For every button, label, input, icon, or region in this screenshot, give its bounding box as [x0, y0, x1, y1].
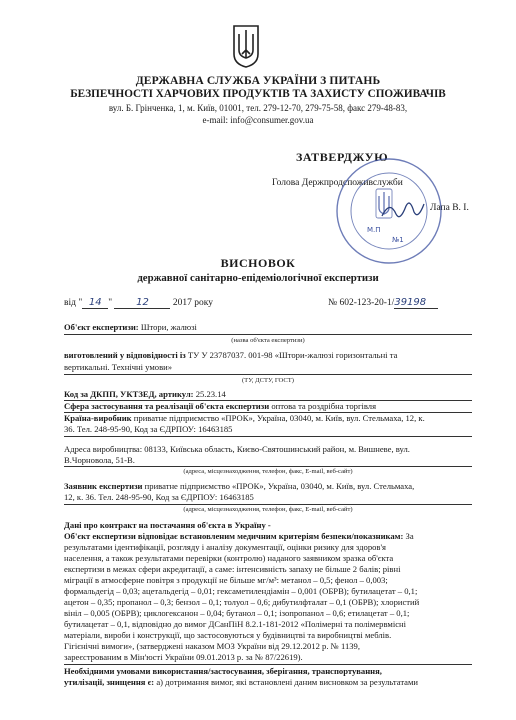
conclusion-date — [64, 297, 213, 309]
country-value-1: приватне підприємство «ПРОК», Україна, 03040, м. Київ, вул. Стельмаха, 12, к. — [133, 413, 425, 423]
code-label: Код за ДКПП, УКТЗЕД, артикул: — [64, 389, 194, 399]
object-row — [64, 322, 197, 333]
agency-email: e-mail: info@consumer.gov.ua — [202, 115, 314, 125]
applicant-caption: (адреса, місцезнаходження, телефон, факс, E-mail, веб-сайт) — [183, 506, 353, 513]
applicant-value-1: приватне підприємство «ПРОК», Україна, 03040, м. Київ, вул. Стельмаха, — [144, 481, 415, 491]
date-year: 2017 року — [172, 298, 213, 308]
number-suffix: 39198 — [394, 297, 438, 309]
made-value-1: ТУ У 23787037. 001-98 «Штори-жалюзі горизонтальні та — [187, 350, 398, 360]
made-value-2: вертикальні. Технічні умови» — [64, 362, 173, 372]
divider — [64, 436, 472, 437]
scope-label: Сфера застосування та реалізації об'єкта експертизи — [64, 401, 270, 411]
conclusion-subtitle: державної санітарно-епідеміологічної експертизи — [137, 272, 379, 284]
approval-position: Голова Держпродспоживслужби — [272, 178, 403, 188]
production-address-2: В.Чорновола, 51-В. — [64, 455, 135, 465]
agency-name-line1: ДЕРЖАВНА СЛУЖБА УКРАЇНИ З ПИТАНЬ — [135, 74, 381, 87]
date-day: 14 — [82, 297, 108, 309]
divider — [64, 466, 472, 467]
object-label: Об'єкт експертизи: — [64, 322, 139, 332]
production-caption: (адреса, місцезнаходження, телефон, факс, E-mail, веб-сайт) — [183, 468, 353, 475]
approval-title: ЗАТВЕРДЖУЮ — [296, 150, 389, 164]
trident-emblem-icon — [232, 24, 260, 68]
criteria-label: Об'єкт експертизи відповідає встановленим медичним критеріям безпеки/показникам: — [64, 531, 404, 541]
conclusion-title: ВИСНОВОК — [220, 256, 296, 270]
divider — [64, 334, 472, 335]
made-caption: (ТУ, ДСТУ, ГОСТ) — [241, 377, 295, 384]
date-prefix: від " — [64, 298, 83, 308]
code-value: 25.23.14 — [195, 389, 226, 399]
criteria-line: Гігієнічні вимоги», (затверджені наказом МОЗ України від 29.12.2012 р. № 1139, — [64, 641, 360, 651]
criteria-line: міграції в атмосферне повітря з продукції не більше мг/м³: метанол – 0,5; фенол – 0,003; — [64, 575, 388, 585]
applicant-label: Заявник експертизи — [64, 481, 143, 491]
divider — [64, 374, 472, 375]
approval-name: Лапа В. І. — [430, 203, 469, 213]
made-row — [64, 350, 472, 361]
conditions-label-1: Необхідними умовами використання/застосування, зберігання, транспортування, — [64, 666, 382, 676]
agency-address: вул. Б. Грінченка, 1, м. Київ, 01001, тел. 279-12-70, 279-75-58, факс 279-48-83, — [108, 103, 408, 113]
code-row — [64, 389, 226, 400]
date-mid: " — [108, 298, 113, 308]
agency-name-line2: БЕЗПЕЧНОСТІ ХАРЧОВИХ ПРОДУКТІВ ТА ЗАХИСТУ СПОЖИВАЧІВ — [70, 88, 446, 100]
made-label: виготовлений у відповідності із — [64, 350, 186, 360]
criteria-line: бутилацетат – 0,1, відповідно до вимог ДСанПіН 8.2.1-181-2012 «Полімерні та полімервмісні — [64, 619, 407, 629]
stamp-number: №1 — [392, 236, 404, 244]
scope-row — [64, 401, 376, 412]
criteria-line: населення, а також результатами перевірки (контролю) наданого заявником зразка об'єкта — [64, 553, 394, 563]
conditions-row — [64, 677, 418, 688]
conclusion-number — [328, 297, 438, 309]
criteria-line: результатами ідентифікації, розгляду і аналізу документації, оцінки ризику для здоров'я — [64, 542, 386, 552]
criteria-line: зареєстрованим в Мін'юсті України 09.01.2013 р. за № 87/22619). — [64, 652, 303, 662]
country-value-2: 36. Тел. 248-95-90, Код за ЄДРПОУ: 16463185 — [64, 424, 233, 434]
criteria-line: За — [405, 531, 414, 541]
stamp-mp: М.П — [367, 226, 381, 234]
object-value: Штори, жалюзі — [140, 322, 197, 332]
criteria-line: формальдегід – 0,03; ацетальдегід – 0,01; гексаметилендіамін – 0,001 (ОБРВ); бутилацетат – 0,1; — [64, 586, 418, 596]
production-address-1: Адреса виробництва: 08133, Київська область, Києво-Святошинський район, м. Вишневе, вул. — [64, 444, 410, 454]
divider — [64, 504, 472, 505]
conditions-label-2: утилізації, знищення є: — [64, 677, 155, 687]
date-month: 12 — [114, 297, 170, 309]
object-caption: (назва об'єкта експертизи) — [231, 337, 305, 344]
criteria-line: вініл – 0,005 (ОБРВ); циклогексанон – 0,04; бутанол – 0,1; ізопропанол – 0,6; етилацетат – 0,1; — [64, 608, 410, 618]
applicant-row — [64, 481, 484, 492]
applicant-value-2: 12, к. 36. Тел. 248-95-90, Код за ЄДРПОУ: 16463185 — [64, 492, 254, 502]
criteria-line: експертизи в межах сфери акредитації, а саме: інтенсивність запаху не більше 2 балів; рівні — [64, 564, 401, 574]
data-heading: Дані про контракт на постачання об'єкта в Україну - — [64, 520, 271, 530]
country-row — [64, 413, 484, 424]
signature-icon — [380, 196, 426, 224]
criteria-row — [64, 531, 474, 542]
number-prefix: № 602-123-20-1/ — [328, 298, 395, 308]
conditions-value: а) дотримання вимог, які встановлені даним висновком за результатами — [156, 677, 419, 687]
criteria-line: матеріали, вироби і конструкції, що застосовуються у будівництві та виробництві меблів. — [64, 630, 392, 640]
divider — [64, 664, 472, 665]
criteria-line: ацетон – 0,35; пропанол – 0,3; бензол – 0,1; толуол – 0,6; дибутилфталат – 0,1 (ОБРВ); хлористий — [64, 597, 420, 607]
country-label: Країна-виробник — [64, 413, 132, 423]
scope-value: оптова та роздрібна торгівля — [271, 401, 377, 411]
